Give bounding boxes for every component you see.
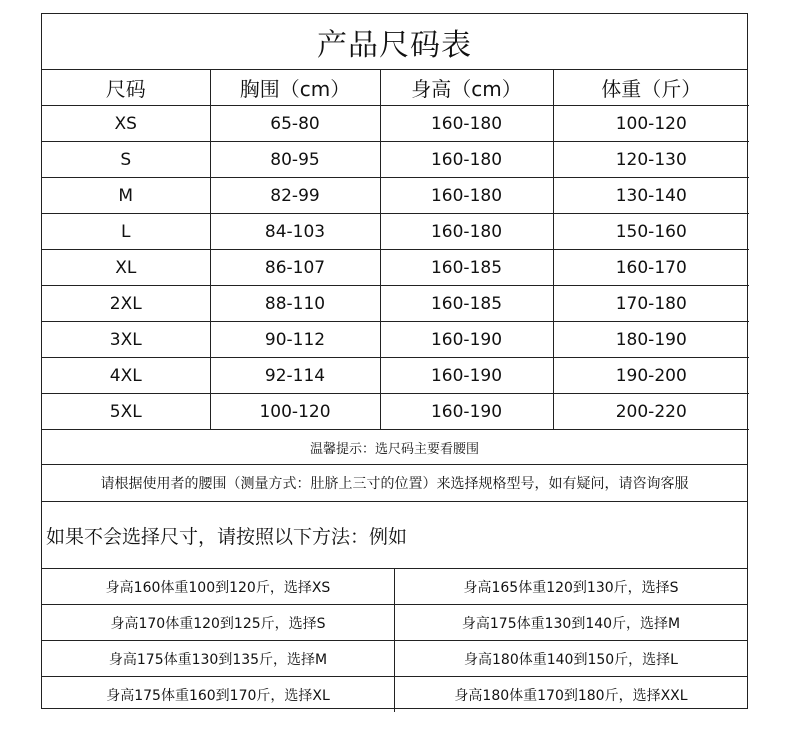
cell-chest: 80-95 (210, 142, 380, 178)
cell-chest: 82-99 (210, 178, 380, 214)
cell-height: 160-180 (380, 214, 553, 250)
header-weight: 体重（斤） (553, 70, 749, 106)
example-left: 身高160体重100到120斤，选择XS (42, 569, 395, 605)
cell-chest: 100-120 (210, 394, 380, 430)
examples-table (42, 569, 747, 712)
cell-chest: 65-80 (210, 106, 380, 142)
example-left: 身高175体重130到135斤，选择M (42, 641, 395, 677)
cell-weight: 130-140 (553, 178, 749, 214)
cell-size: XS (42, 106, 210, 142)
example-row (42, 569, 747, 605)
table-row (42, 394, 749, 430)
cell-height: 160-180 (380, 106, 553, 142)
cell-height: 160-190 (380, 322, 553, 358)
cell-height: 160-180 (380, 178, 553, 214)
cell-size: S (42, 142, 210, 178)
cell-height: 160-190 (380, 394, 553, 430)
example-left: 身高175体重160到170斤，选择XL (42, 677, 395, 713)
table-row (42, 106, 749, 142)
table-row (42, 214, 749, 250)
cell-chest: 86-107 (210, 250, 380, 286)
cell-weight: 170-180 (553, 286, 749, 322)
example-right: 身高180体重140到150斤，选择L (395, 641, 748, 677)
size-table (42, 70, 749, 430)
cell-chest: 84-103 (210, 214, 380, 250)
cell-size: M (42, 178, 210, 214)
cell-size: 4XL (42, 358, 210, 394)
example-left: 身高170体重120到125斤，选择S (42, 605, 395, 641)
cell-size: 5XL (42, 394, 210, 430)
table-row (42, 142, 749, 178)
cell-size: L (42, 214, 210, 250)
cell-height: 160-180 (380, 142, 553, 178)
cell-height: 160-190 (380, 358, 553, 394)
table-row (42, 286, 749, 322)
table-row (42, 178, 749, 214)
cell-weight: 180-190 (553, 322, 749, 358)
table-row (42, 322, 749, 358)
cell-size: XL (42, 250, 210, 286)
size-table-header (42, 70, 749, 106)
example-row (42, 677, 747, 713)
example-row (42, 641, 747, 677)
cell-height: 160-185 (380, 250, 553, 286)
example-right: 身高180体重170到180斤，选择XXL (395, 677, 748, 713)
chart-title: 产品尺码表 (42, 14, 747, 70)
cell-weight: 100-120 (553, 106, 749, 142)
cell-size: 2XL (42, 286, 210, 322)
measure-note: 请根据使用者的腰围（测量方式：肚脐上三寸的位置）来选择规格型号，如有疑问，请咨询客服 (42, 465, 747, 502)
cell-size: 3XL (42, 322, 210, 358)
cell-weight: 190-200 (553, 358, 749, 394)
example-right: 身高165体重120到130斤，选择S (395, 569, 748, 605)
cell-chest: 88-110 (210, 286, 380, 322)
method-heading: 如果不会选择尺寸，请按照以下方法：例如 (42, 502, 747, 569)
cell-chest: 90-112 (210, 322, 380, 358)
waist-tip: 温馨提示：选尺码主要看腰围 (42, 430, 747, 465)
cell-height: 160-185 (380, 286, 553, 322)
example-row (42, 605, 747, 641)
cell-weight: 150-160 (553, 214, 749, 250)
cell-weight: 160-170 (553, 250, 749, 286)
table-row (42, 250, 749, 286)
example-right: 身高175体重130到140斤，选择M (395, 605, 748, 641)
cell-chest: 92-114 (210, 358, 380, 394)
cell-weight: 200-220 (553, 394, 749, 430)
size-chart (41, 13, 748, 709)
cell-weight: 120-130 (553, 142, 749, 178)
table-row (42, 358, 749, 394)
header-height: 身高（cm） (380, 70, 553, 106)
header-chest: 胸围（cm） (210, 70, 380, 106)
header-size: 尺码 (42, 70, 210, 106)
